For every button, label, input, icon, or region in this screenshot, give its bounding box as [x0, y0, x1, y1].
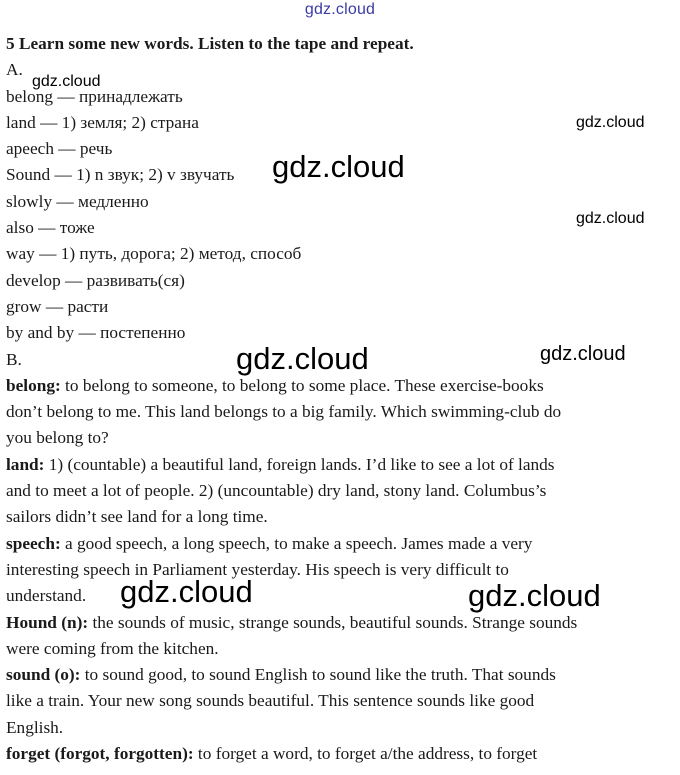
watermark: gdz.cloud: [540, 343, 626, 365]
exercise-page: [6, 31, 674, 767]
usage-text: sailors didn’t see land for a long time.: [6, 507, 268, 527]
watermark-header: gdz.cloud: [304, 1, 376, 18]
vocab-entry: slowly — медленно: [6, 191, 149, 211]
usage-text: to belong to someone, to belong to some place. These exercise-books: [60, 375, 544, 395]
usage-term: belong:: [6, 375, 61, 395]
watermark: gdz.cloud: [272, 149, 405, 184]
section-b-label: B.: [6, 349, 22, 369]
watermark: gdz.cloud: [576, 210, 645, 227]
vocab-entry: apeech — речь: [6, 139, 113, 159]
vocab-entry: grow — расти: [6, 296, 109, 316]
usage-text: 1) (countable) a beautiful land, foreign lands. I’d like to see a lot of lands: [44, 454, 555, 474]
usage-text: like a train. Your new song sounds beautiful. This sentence sounds like good: [6, 691, 535, 711]
watermark: gdz.cloud: [120, 574, 253, 609]
usage-term: Hound (n):: [6, 612, 89, 632]
watermark: gdz.cloud: [32, 73, 101, 90]
watermark: gdz.cloud: [576, 114, 645, 131]
vocab-entry: by and by — постепенно: [6, 323, 186, 343]
exercise-title: 5 Learn some new words. Listen to the tape and repeat.: [6, 34, 414, 53]
usage-text: and to meet a lot of people. 2) (uncountable) dry land, stony land. Columbus’s: [6, 481, 547, 501]
usage-text: the sounds of music, strange sounds, beautiful sounds. Strange sounds: [88, 612, 578, 632]
vocab-entry: way — 1) путь, дорога; 2) метод, способ: [6, 244, 302, 264]
usage-text: to sound good, to sound English to sound like the truth. That sounds: [80, 665, 556, 685]
usage-text: were coming from the kitchen.: [6, 638, 219, 658]
usage-paragraph-forget: [6, 741, 674, 767]
vocab-entry: land — 1) земля; 2) страна: [6, 112, 199, 132]
usage-term: land:: [6, 454, 45, 474]
usage-paragraph-belong: [6, 373, 674, 452]
usage-term: forget (forgot, forgotten):: [6, 744, 194, 764]
vocab-entry: Sound — 1) n звук; 2) v звучать: [6, 165, 235, 185]
usage-paragraph-sound-noun: [6, 610, 674, 663]
usage-text: a good speech, a long speech, to make a speech. James made a very: [60, 533, 533, 553]
watermark: gdz.cloud: [236, 341, 369, 376]
usage-text: you belong to?: [6, 428, 109, 448]
usage-text: don’t belong to me. This land belongs to a big family. Which swimming-club do: [6, 402, 562, 422]
usage-text: English.: [6, 717, 64, 737]
vocab-entry: develop — развивать(ся): [6, 270, 185, 290]
usage-term: sound (o):: [6, 665, 81, 685]
usage-text: interesting speech in Parliament yesterday. His speech is very difficult to: [6, 559, 509, 579]
usage-term: speech:: [6, 533, 61, 553]
usage-paragraph-land: [6, 452, 674, 531]
section-a-label: A.: [6, 60, 23, 80]
vocab-entry: belong — принадлежать: [6, 86, 183, 106]
usage-text: understand.: [6, 586, 87, 606]
usage-paragraph-sound-verb: [6, 662, 674, 741]
watermark: gdz.cloud: [468, 578, 601, 613]
usage-text: to forget a word, to forget a/the address, to forget: [193, 744, 538, 764]
vocab-entry: also — тоже: [6, 218, 95, 238]
